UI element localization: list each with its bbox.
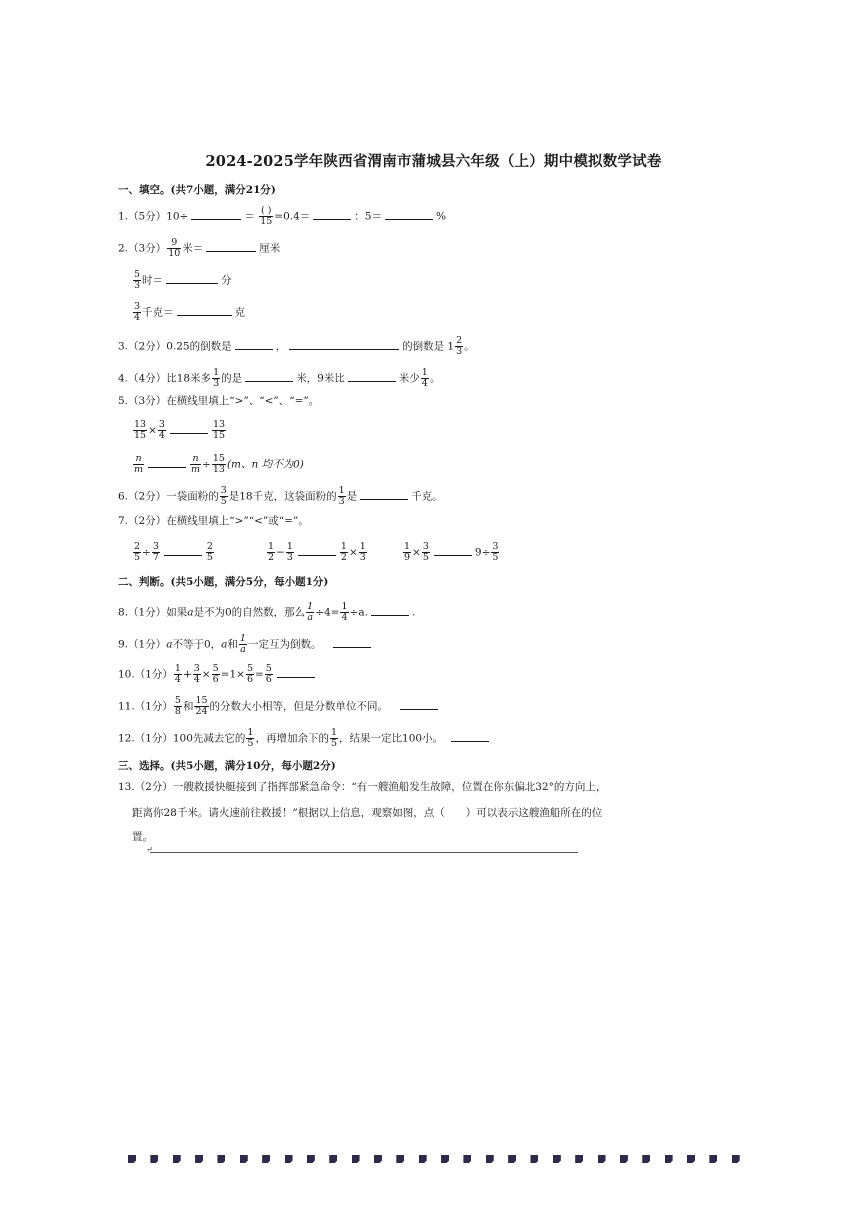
answer-blank[interactable] — [206, 241, 256, 252]
footer-square — [575, 1155, 583, 1163]
answer-blank[interactable] — [313, 209, 351, 220]
question-7c: $\frac{1}{9}$ × $\frac{3}{5}$ 9÷ $\frac{3}{5}$ — [404, 541, 499, 563]
fraction: $\frac{9}{10}$ — [168, 237, 181, 259]
footer-square — [553, 1155, 561, 1163]
question-12: 12.（1分）100先减去它的 $\frac{1}{5}$ ，再增加余下的 $\frac{1}{5}$ ，结果一定比100小。 — [118, 728, 492, 749]
footer-square — [620, 1155, 628, 1163]
footer-square — [441, 1155, 449, 1163]
answer-blank[interactable] — [434, 545, 472, 556]
question-11: 11.（1分） $\frac{5}{8}$ 和 $\frac{15}{24}$ 的分数大小相等，但是分数单位不同。 — [118, 696, 441, 717]
section-1-heading: 一、填空。(共7小题，满分21分) — [118, 184, 276, 196]
question-3: 3.（2分）0.25的倒数是 ， 的倒数是 1 $\frac{2}{3}$ 。 — [118, 335, 475, 357]
fraction: $\frac{3}{4}$ — [134, 301, 141, 323]
footer-square — [530, 1155, 538, 1163]
footer-square — [195, 1155, 203, 1163]
paragraph-mark: ↵ — [146, 845, 153, 854]
footer-square — [128, 1155, 136, 1163]
question-2b: $\frac{5}{3}$ 时＝ 分 — [134, 269, 232, 291]
question-5: 5.（3分）在横线里填上“>”、“<”、“=”。 — [118, 395, 320, 407]
fraction: $\frac{1}{4}$ — [421, 367, 428, 389]
footer-square — [463, 1155, 471, 1163]
answer-blank[interactable] — [170, 423, 208, 434]
answer-blank[interactable] — [277, 667, 315, 678]
footer-square — [173, 1155, 181, 1163]
footer-square — [217, 1155, 225, 1163]
question-5b: $\frac{n}{m}$ $\frac{n}{m}$ ÷ $\frac{15}{13}$ (m、n 均不为0) — [134, 453, 304, 475]
answer-blank[interactable] — [245, 371, 293, 382]
footer-decoration — [128, 1155, 740, 1165]
footer-square — [240, 1155, 248, 1163]
footer-square — [732, 1155, 740, 1163]
answer-blank[interactable] — [298, 545, 336, 556]
footer-square — [329, 1155, 337, 1163]
question-9: 9.（1分）a不等于0，a和 $\frac{1}{a}$ 一定互为倒数。 — [118, 634, 374, 655]
question-1: 1.（5分）10÷ ＝ $\frac{( )}{15}$ =0.4＝ ：5＝ % — [118, 205, 446, 227]
footer-square — [642, 1155, 650, 1163]
answer-blank[interactable] — [166, 273, 218, 284]
footer-square — [285, 1155, 293, 1163]
question-7: 7.（2分）在横线里填上“>”“<”或“=”。 — [118, 515, 309, 527]
question-2a: 2.（3分） $\frac{9}{10}$ 米＝ 厘米 — [118, 237, 281, 259]
answer-blank[interactable] — [451, 731, 489, 742]
page-title: 2024-2025学年陕西省渭南市蒲城县六年级（上）期中模拟数学试卷 — [205, 153, 662, 170]
section-2-heading: 二、判断。(共5小题，满分5分，每小题1分) — [118, 576, 329, 588]
answer-blank[interactable] — [191, 209, 241, 220]
footer-square — [352, 1155, 360, 1163]
question-13-line-1: 13.（2分）一艘救援快艇接到了指挥部紧急命令：“有一艘渔船发生故障，位置在你东偏北32°的方向上， — [118, 781, 607, 793]
question-5a: $\frac{13}{15}$ × $\frac{3}{4}$ $\frac{13}{15}$ — [134, 419, 226, 441]
question-6: 6.（2分）一袋面粉的 $\frac{3}{5}$ 是18千克，这袋面粉的 $\frac{1}{3}$ 是 千克。 — [118, 485, 443, 507]
answer-blank[interactable] — [348, 371, 396, 382]
answer-blank[interactable] — [289, 339, 399, 350]
answer-blank[interactable] — [360, 489, 408, 500]
answer-blank[interactable] — [400, 699, 438, 710]
footer-square — [374, 1155, 382, 1163]
fraction: $\frac{( )}{15}$ — [260, 205, 273, 227]
answer-blank[interactable] — [385, 209, 433, 220]
answer-blank[interactable] — [235, 339, 273, 350]
question-13-line-3: 置。 — [132, 831, 153, 843]
question-4: 4.（4分）比18米多 $\frac{1}{3}$ 的是 米，9米比 米少 $\frac{1}{4}$ 。 — [118, 367, 441, 389]
answer-blank[interactable] — [333, 637, 371, 648]
fraction: $\frac{5}{3}$ — [134, 269, 141, 291]
footer-square — [419, 1155, 427, 1163]
footer-square — [150, 1155, 158, 1163]
answer-blank[interactable] — [164, 545, 202, 556]
question-7b: $\frac{1}{2}$ − $\frac{1}{3}$ $\frac{1}{2}$ × $\frac{1}{3}$ — [268, 541, 366, 563]
footer-square — [396, 1155, 404, 1163]
fraction: $\frac{2}{3}$ — [456, 335, 463, 357]
footer-square — [307, 1155, 315, 1163]
figure-divider-line — [150, 852, 578, 853]
footer-square — [486, 1155, 494, 1163]
footer-square — [598, 1155, 606, 1163]
question-2c: $\frac{3}{4}$ 千克＝ 克 — [134, 301, 246, 323]
question-13-line-2: 距离你28千米。请火速前往救援！”根据以上信息，观察如图，点（ ）可以表示这艘渔船所在的位 — [132, 807, 603, 819]
footer-square — [508, 1155, 516, 1163]
footer-square — [262, 1155, 270, 1163]
section-3-heading: 三、选择。(共5小题，满分10分，每小题2分) — [118, 760, 336, 772]
footer-square — [687, 1155, 695, 1163]
fraction: $\frac{1}{3}$ — [213, 367, 220, 389]
answer-blank[interactable] — [177, 305, 232, 316]
footer-square — [709, 1155, 717, 1163]
footer-square — [665, 1155, 673, 1163]
question-8: 8.（1分）如果a是不为0的自然数，那么 $\frac{1}{a}$ ÷4= $\frac{1}{4}$ ÷a. . — [118, 601, 416, 623]
answer-blank[interactable] — [148, 457, 186, 468]
answer-blank[interactable] — [371, 605, 409, 616]
question-7a: $\frac{2}{5}$ ÷ $\frac{3}{7}$ $\frac{2}{5}$ — [134, 541, 213, 563]
question-10: 10.（1分） $\frac{1}{4}$ + $\frac{3}{4}$ × $\frac{5}{6}$ =1× $\frac{5}{6}$ = $\frac{5}{6}$ — [118, 664, 318, 685]
